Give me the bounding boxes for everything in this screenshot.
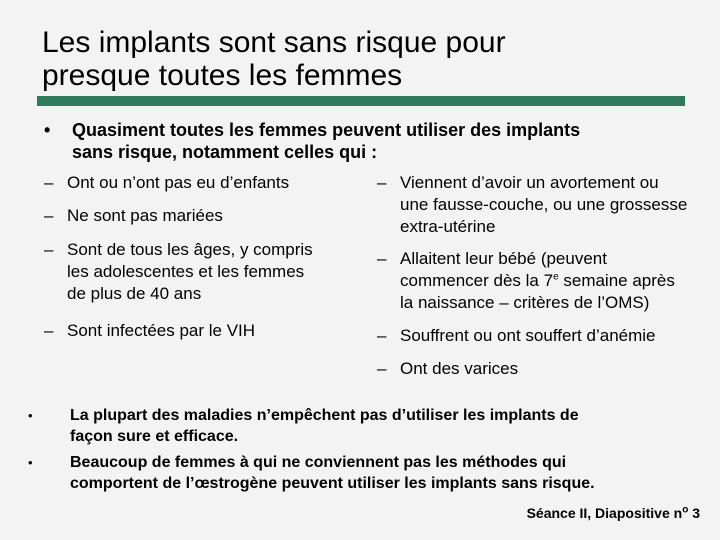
title-divider <box>37 96 685 106</box>
left-item-line: de plus de 40 ans <box>67 284 202 303</box>
dash-icon: – <box>44 321 54 340</box>
slide-footer <box>527 505 700 521</box>
main-bullet-line-2: sans risque, notamment celles qui : <box>72 142 378 162</box>
dash-icon: – <box>44 173 54 192</box>
left-item-text <box>67 239 313 305</box>
slide-title <box>42 26 692 92</box>
left-item-text <box>67 205 223 227</box>
bottom-bullet-text <box>70 452 680 494</box>
dash-icon: – <box>377 359 387 378</box>
right-item-text <box>400 248 675 314</box>
bullet-icon: • <box>28 408 33 423</box>
dash-icon: – <box>377 173 387 192</box>
footer-slide-number: 3 <box>688 505 700 521</box>
left-item-line: Sont infectées par le VIH <box>67 321 256 340</box>
right-item-line <box>400 270 675 292</box>
footer-superscript: o <box>682 504 689 516</box>
bottom-bullet-line: La plupart des maladies n’empêchent pas d’utiliser les implants de <box>70 407 579 424</box>
right-item-line: Ont des varices <box>400 359 519 378</box>
left-item-line: Ne sont pas mariées <box>67 206 223 225</box>
line-text: commencer dès la 7 <box>400 271 554 290</box>
dash-icon: – <box>44 240 54 259</box>
bullet-icon: • <box>28 455 33 470</box>
bottom-bullet-line: Beaucoup de femmes à qui ne conviennent pas les méthodes qui <box>70 454 567 471</box>
bullet-icon: • <box>44 120 51 140</box>
left-item-text <box>67 320 255 342</box>
bottom-bullet-text <box>70 405 680 447</box>
right-item-line: une fausse-couche, ou une grossesse <box>400 195 688 214</box>
left-item-line: les adolescentes et les femmes <box>67 262 305 281</box>
right-item-text <box>400 325 656 347</box>
left-item-line: Sont de tous les âges, y compris <box>67 240 313 259</box>
main-bullet-text <box>72 119 672 163</box>
left-item-text <box>67 172 289 194</box>
right-item-line: extra-utérine <box>400 217 496 236</box>
right-item-line: Allaitent leur bébé (peuvent <box>400 249 607 268</box>
right-item-text <box>400 172 687 238</box>
right-item-line: Souffrent ou ont souffert d’anémie <box>400 326 656 345</box>
slide-title-line-2: presque toutes les femmes <box>42 59 403 92</box>
slide-title-line-1: Les implants sont sans risque pour <box>42 26 506 59</box>
bottom-bullet-line: façon sure et efficace. <box>70 428 239 445</box>
line-text: semaine après <box>558 271 675 290</box>
left-item-line: Ont ou n’ont pas eu d’enfants <box>67 173 290 192</box>
footer-text: Séance II, Diapositive n <box>526 505 683 521</box>
right-item-line: Viennent d’avoir un avortement ou <box>400 173 659 192</box>
right-item-line: la naissance – critères de l’OMS) <box>400 293 650 312</box>
bottom-bullet-line: comportent de l’œstrogène peuvent utiliser les implants sans risque. <box>70 475 595 492</box>
ordinal-superscript: e <box>553 271 559 283</box>
dash-icon: – <box>377 326 387 345</box>
dash-icon: – <box>377 249 387 268</box>
main-bullet-line-1: Quasiment toutes les femmes peuvent utiliser des implants <box>72 120 581 140</box>
dash-icon: – <box>44 206 54 225</box>
right-item-text <box>400 358 518 380</box>
